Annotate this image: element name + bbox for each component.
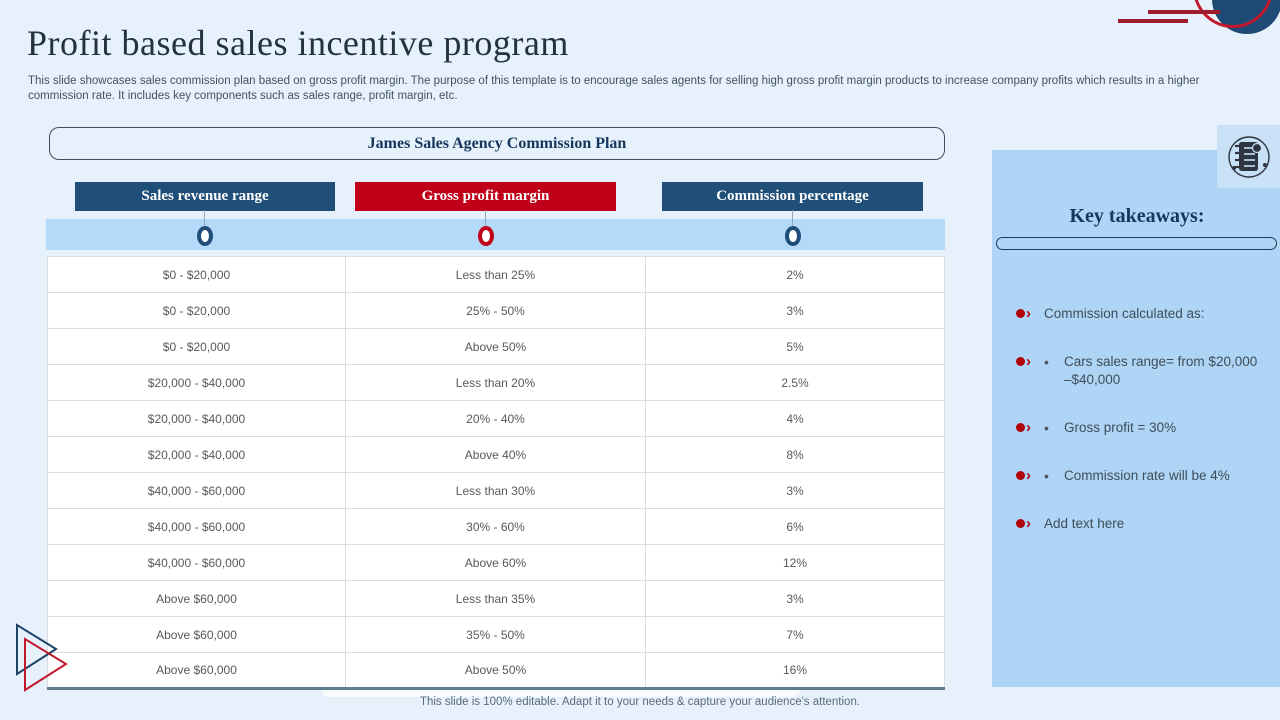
table-cell: 25% - 50% (346, 293, 646, 329)
footer-note: This slide is 100% editable. Adapt it to your needs & capture your audience's attention. (419, 696, 861, 708)
notebook-icon-tile (1217, 125, 1280, 188)
table-row (48, 329, 945, 365)
bullet-arrow-icon: › (1016, 353, 1044, 367)
takeaways-list (1016, 305, 1264, 533)
column-header-label: Gross profit margin (421, 188, 550, 204)
table-cell: 8% (646, 437, 945, 473)
takeaway-text: Gross profit = 30% (1064, 420, 1177, 435)
bullet-arrow-icon: › (1016, 515, 1044, 529)
sub-bullet-icon: • (1044, 354, 1049, 370)
table-cell: $20,000 - $40,000 (48, 365, 346, 401)
takeaway-text: Commission calculated as: (1044, 306, 1205, 321)
table-cell: Above 60% (346, 545, 646, 581)
sub-bullet-icon: • (1044, 420, 1049, 436)
commission-table-body (48, 257, 945, 689)
table-row (48, 293, 945, 329)
table-cell: $0 - $20,000 (48, 329, 346, 365)
table-cell: 7% (646, 617, 945, 653)
table-row (48, 617, 945, 653)
table-cell: Above 40% (346, 437, 646, 473)
column-header-commission-percentage (662, 182, 923, 211)
table-cell: $0 - $20,000 (48, 257, 346, 293)
marker-band (46, 219, 945, 250)
table-row (48, 257, 945, 293)
table-cell: $40,000 - $60,000 (48, 473, 346, 509)
bullet-arrow-icon: › (1016, 419, 1044, 433)
red-line-decoration (1118, 19, 1188, 23)
triangles-decoration (8, 616, 80, 708)
table-cell: 2% (646, 257, 945, 293)
takeaway-item (1016, 353, 1264, 389)
table-row (48, 653, 945, 689)
takeaways-divider (996, 237, 1277, 250)
table-row (48, 473, 945, 509)
plan-title-box (49, 127, 945, 160)
column-header-label: Commission percentage (716, 188, 869, 204)
column-header-sales-revenue-range (75, 182, 335, 211)
table-cell: 3% (646, 293, 945, 329)
takeaways-title: Key takeaways: (1069, 205, 1205, 227)
ring-marker-icon (785, 226, 801, 246)
table-cell: $20,000 - $40,000 (48, 437, 346, 473)
commission-table (47, 256, 945, 690)
table-cell: $40,000 - $60,000 (48, 509, 346, 545)
key-takeaways-panel (992, 150, 1280, 687)
table-cell: $0 - $20,000 (48, 293, 346, 329)
takeaway-text: Add text here (1044, 516, 1125, 531)
red-line-decoration (1148, 10, 1220, 14)
table-cell: 35% - 50% (346, 617, 646, 653)
plan-title: James Sales Agency Commission Plan (367, 134, 627, 152)
table-row (48, 437, 945, 473)
table-row (48, 401, 945, 437)
table-cell: 2.5% (646, 365, 945, 401)
bullet-arrow-icon: › (1016, 467, 1044, 481)
slide-description: This slide showcases sales commission plan based on gross profit margin. The purpose of this template is to encourage sales agents for selling high gross profit margin products to increase company profits which results in a higher commission rate. It includes key components such as sales range, profit margin, etc. (28, 75, 1200, 102)
takeaway-item (1016, 467, 1264, 485)
ring-marker-icon (197, 226, 213, 246)
table-cell: 30% - 60% (346, 509, 646, 545)
table-cell: Less than 25% (346, 257, 646, 293)
table-cell: 6% (646, 509, 945, 545)
ring-marker-icon (478, 226, 494, 246)
notebook-sync-icon (1226, 134, 1272, 180)
table-cell: 5% (646, 329, 945, 365)
table-cell: Above 50% (346, 653, 646, 689)
table-cell: Above 50% (346, 329, 646, 365)
table-cell: Less than 20% (346, 365, 646, 401)
table-cell: 12% (646, 545, 945, 581)
table-cell: 3% (646, 581, 945, 617)
table-cell: 16% (646, 653, 945, 689)
table-cell: Less than 30% (346, 473, 646, 509)
table-cell: 3% (646, 473, 945, 509)
table-row (48, 581, 945, 617)
column-header-gross-profit-margin (355, 182, 616, 211)
table-cell: 4% (646, 401, 945, 437)
table-cell: Less than 35% (346, 581, 646, 617)
takeaway-item (1016, 515, 1264, 533)
table-cell: $40,000 - $60,000 (48, 545, 346, 581)
table-cell: $20,000 - $40,000 (48, 401, 346, 437)
takeaway-item (1016, 305, 1264, 323)
page-title: Profit based sales incentive program (27, 23, 569, 63)
table-row (48, 545, 945, 581)
sub-bullet-icon: • (1044, 468, 1049, 484)
column-header-label: Sales revenue range (141, 188, 269, 204)
takeaway-text: Commission rate will be 4% (1064, 468, 1230, 483)
bullet-arrow-icon: › (1016, 305, 1044, 319)
takeaway-text: Cars sales range= from $20,000 –$40,000 (1064, 354, 1258, 387)
table-cell: 20% - 40% (346, 401, 646, 437)
table-cell: Above $60,000 (48, 653, 346, 689)
takeaway-item (1016, 419, 1264, 437)
table-cell: Above $60,000 (48, 581, 346, 617)
table-cell: Above $60,000 (48, 617, 346, 653)
table-row (48, 365, 945, 401)
table-row (48, 509, 945, 545)
